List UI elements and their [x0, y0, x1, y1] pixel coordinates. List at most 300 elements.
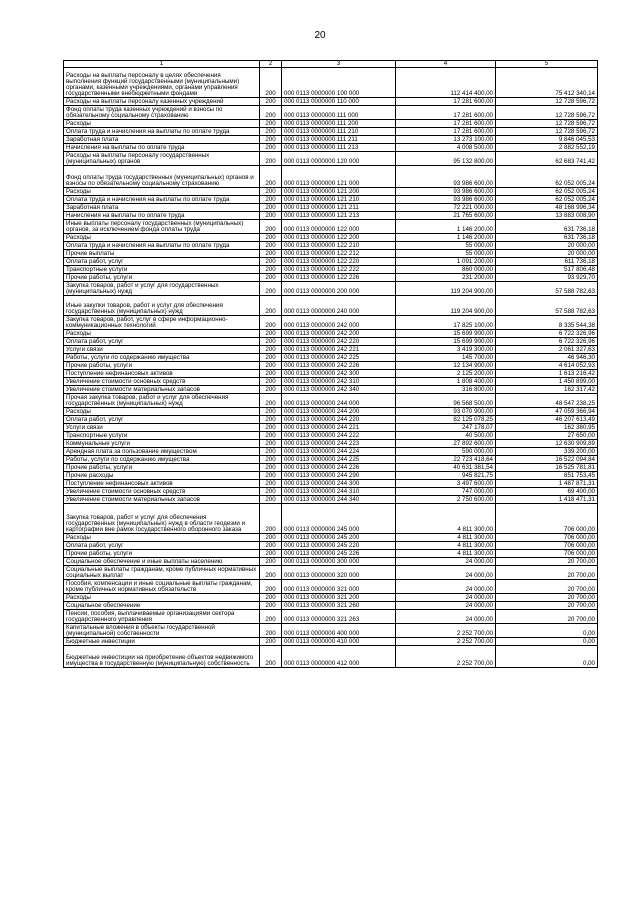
row-line-code-cell: 200 — [260, 440, 282, 448]
row-name-cell: Бюджетные инвестиции — [64, 638, 260, 646]
row-budget-code-cell: 000 0113 0000000 122 212 — [282, 250, 396, 258]
row-line-code-cell: 200 — [260, 504, 282, 534]
row-budget-code-cell: 000 0113 0000000 242 200 — [282, 330, 396, 338]
row-plan-amount-cell: 2 252 700,00 — [396, 624, 496, 638]
row-name-cell: Прочие расходы — [64, 472, 260, 480]
row-plan-amount-cell: 55 000,00 — [396, 242, 496, 250]
row-fact-amount-cell: 12 728 596,72 — [496, 106, 598, 120]
row-line-code-cell: 200 — [260, 394, 282, 408]
row-line-code-cell: 200 — [260, 416, 282, 424]
table-row — [64, 594, 598, 602]
row-line-code-cell: 200 — [260, 464, 282, 472]
row-name-cell: Начисления на выплаты по оплате труда — [64, 144, 260, 152]
row-plan-amount-cell: 1 146 200,00 — [396, 220, 496, 234]
row-budget-code-cell: 000 0113 0000000 321 200 — [282, 594, 396, 602]
row-plan-amount-cell: 247 178,07 — [396, 424, 496, 432]
row-line-code-cell: 200 — [260, 378, 282, 386]
table-row — [64, 250, 598, 258]
row-line-code-cell: 200 — [260, 566, 282, 580]
row-plan-amount-cell: 4 811 300,00 — [396, 542, 496, 550]
row-budget-code-cell: 000 0113 0000000 121 200 — [282, 188, 396, 196]
row-fact-amount-cell: 706 000,00 — [496, 534, 598, 542]
row-line-code-cell: 200 — [260, 550, 282, 558]
row-line-code-cell: 200 — [260, 338, 282, 346]
row-budget-code-cell: 000 0113 0000000 244 000 — [282, 394, 396, 408]
row-line-code-cell: 200 — [260, 534, 282, 542]
row-plan-amount-cell: 93 986 600,00 — [396, 166, 496, 188]
table-row — [64, 424, 598, 432]
row-name-cell: Расходы на выплаты персоналу государственных (муниципальных) органов — [64, 152, 260, 166]
table-row — [64, 354, 598, 362]
table-row — [64, 338, 598, 346]
row-name-cell: Расходы — [64, 120, 260, 128]
row-name-cell: Оплата труда и начисления на выплаты по оплате труда — [64, 196, 260, 204]
row-plan-amount-cell: 55 000,00 — [396, 250, 496, 258]
row-plan-amount-cell: 3 419 300,00 — [396, 346, 496, 354]
row-line-code-cell: 200 — [260, 448, 282, 456]
row-budget-code-cell: 000 0113 0000000 122 200 — [282, 234, 396, 242]
row-fact-amount-cell: 20 000,00 — [496, 242, 598, 250]
row-plan-amount-cell: 4 811 300,00 — [396, 550, 496, 558]
table-row — [64, 370, 598, 378]
row-name-cell: Оплата работ, услуг — [64, 416, 260, 424]
row-fact-amount-cell: 62 683 741,42 — [496, 152, 598, 166]
row-fact-amount-cell: 851 753,45 — [496, 472, 598, 480]
row-budget-code-cell: 000 0113 0000000 122 220 — [282, 258, 396, 266]
row-line-code-cell: 200 — [260, 594, 282, 602]
row-budget-code-cell: 000 0113 0000000 122 226 — [282, 274, 396, 282]
row-name-cell: Иные закупки товаров, работ и услуг для обеспечения государственных (муниципальных) нужд — [64, 296, 260, 316]
row-budget-code-cell: 000 0113 0000000 121 211 — [282, 204, 396, 212]
row-line-code-cell: 200 — [260, 250, 282, 258]
table-row — [64, 330, 598, 338]
row-name-cell: Оплата работ, услуг — [64, 542, 260, 550]
row-fact-amount-cell: 48 547 238,25 — [496, 394, 598, 408]
table-row — [64, 120, 598, 128]
row-plan-amount-cell: 945 821,75 — [396, 472, 496, 480]
row-fact-amount-cell: 20 700,00 — [496, 594, 598, 602]
row-line-code-cell: 200 — [260, 472, 282, 480]
row-fact-amount-cell: 162 317,42 — [496, 386, 598, 394]
table-row — [64, 266, 598, 274]
row-line-code-cell: 200 — [260, 346, 282, 354]
row-fact-amount-cell: 20 700,00 — [496, 580, 598, 594]
row-fact-amount-cell: 4 614 052,93 — [496, 362, 598, 370]
table-row — [64, 504, 598, 534]
row-plan-amount-cell: 93 986 600,00 — [396, 188, 496, 196]
row-name-cell: Заработная плата — [64, 204, 260, 212]
row-line-code-cell: 200 — [260, 408, 282, 416]
row-line-code-cell: 200 — [260, 98, 282, 106]
row-budget-code-cell: 000 0113 0000000 244 300 — [282, 480, 396, 488]
row-budget-code-cell: 000 0113 0000000 242 300 — [282, 370, 396, 378]
row-budget-code-cell: 000 0113 0000000 300 000 — [282, 558, 396, 566]
table-row — [64, 610, 598, 624]
row-line-code-cell: 200 — [260, 296, 282, 316]
row-plan-amount-cell: 40 631 381,54 — [396, 464, 496, 472]
row-budget-code-cell: 000 0113 0000000 244 226 — [282, 464, 396, 472]
row-line-code-cell: 200 — [260, 542, 282, 550]
table-row — [64, 346, 598, 354]
table-row — [64, 166, 598, 188]
row-budget-code-cell: 000 0113 0000000 242 221 — [282, 346, 396, 354]
row-line-code-cell: 200 — [260, 196, 282, 204]
column-header: 4 — [396, 61, 496, 68]
row-fact-amount-cell: 706 000,00 — [496, 542, 598, 550]
row-fact-amount-cell: 631 736,18 — [496, 234, 598, 242]
table-row — [64, 602, 598, 610]
row-fact-amount-cell: 1 418 471,31 — [496, 496, 598, 504]
row-name-cell: Оплата труда и начисления на выплаты по оплате труда — [64, 242, 260, 250]
row-budget-code-cell: 000 0113 0000000 320 000 — [282, 566, 396, 580]
row-name-cell: Бюджетные инвестиции на приобретение объектов недвижимого имущества в государственную (муниципальную) собственность — [64, 646, 260, 668]
row-plan-amount-cell: 72 221 000,00 — [396, 204, 496, 212]
row-line-code-cell: 200 — [260, 496, 282, 504]
row-plan-amount-cell: 24 000,00 — [396, 566, 496, 580]
row-name-cell: Поступление нефинансовых активов — [64, 480, 260, 488]
row-plan-amount-cell: 24 000,00 — [396, 610, 496, 624]
row-name-cell: Капитальные вложения в объекты государственной (муниципальной) собственности — [64, 624, 260, 638]
row-name-cell: Прочие работы, услуги — [64, 274, 260, 282]
row-name-cell: Оплата работ, услуг — [64, 258, 260, 266]
row-line-code-cell: 200 — [260, 234, 282, 242]
row-budget-code-cell: 000 0113 0000000 244 222 — [282, 432, 396, 440]
table-row — [64, 144, 598, 152]
row-plan-amount-cell: 17 281 600,00 — [396, 98, 496, 106]
row-plan-amount-cell: 1 091 200,00 — [396, 258, 496, 266]
table-row — [64, 534, 598, 542]
row-fact-amount-cell: 47 059 366,94 — [496, 408, 598, 416]
column-header: 5 — [496, 61, 598, 68]
column-header: 3 — [282, 61, 396, 68]
row-name-cell: Социальное обеспечение и иные выплаты населению — [64, 558, 260, 566]
row-fact-amount-cell: 339 200,00 — [496, 448, 598, 456]
row-budget-code-cell: 000 0113 0000000 244 224 — [282, 448, 396, 456]
row-budget-code-cell: 000 0113 0000000 122 000 — [282, 220, 396, 234]
row-budget-code-cell: 000 0113 0000000 245 200 — [282, 534, 396, 542]
row-fact-amount-cell: 57 588 782,63 — [496, 296, 598, 316]
table-row — [64, 152, 598, 166]
row-fact-amount-cell: 27 650,00 — [496, 432, 598, 440]
row-budget-code-cell: 000 0113 0000000 244 220 — [282, 416, 396, 424]
row-budget-code-cell: 000 0113 0000000 111 000 — [282, 106, 396, 120]
row-plan-amount-cell: 12 134 900,00 — [396, 362, 496, 370]
row-budget-code-cell: 000 0113 0000000 410 000 — [282, 638, 396, 646]
row-plan-amount-cell: 4 811 300,00 — [396, 534, 496, 542]
table-row — [64, 316, 598, 330]
table-row — [64, 98, 598, 106]
row-line-code-cell: 200 — [260, 370, 282, 378]
row-fact-amount-cell: 6 722 326,96 — [496, 330, 598, 338]
table-row — [64, 68, 598, 98]
table-row — [64, 472, 598, 480]
row-budget-code-cell: 000 0113 0000000 321 260 — [282, 602, 396, 610]
row-budget-code-cell: 000 0113 0000000 242 310 — [282, 378, 396, 386]
row-budget-code-cell: 000 0113 0000000 245 000 — [282, 504, 396, 534]
table-header-row — [64, 61, 598, 68]
table-row — [64, 464, 598, 472]
row-name-cell: Пенсии, пособия, выплачиваемые организациями сектора государственного управления — [64, 610, 260, 624]
row-budget-code-cell: 000 0113 0000000 121 210 — [282, 196, 396, 204]
table-row — [64, 624, 598, 638]
row-line-code-cell: 200 — [260, 282, 282, 296]
row-fact-amount-cell: 6 722 326,96 — [496, 338, 598, 346]
row-plan-amount-cell: 24 000,00 — [396, 602, 496, 610]
row-fact-amount-cell: 1 613 216,42 — [496, 370, 598, 378]
row-plan-amount-cell: 4 008 500,00 — [396, 144, 496, 152]
row-name-cell: Прочие работы, услуги — [64, 362, 260, 370]
table-row — [64, 638, 598, 646]
row-fact-amount-cell: 20 000,00 — [496, 250, 598, 258]
row-line-code-cell: 200 — [260, 128, 282, 136]
table-row — [64, 296, 598, 316]
row-line-code-cell: 200 — [260, 266, 282, 274]
row-plan-amount-cell: 17 825 100,00 — [396, 316, 496, 330]
row-budget-code-cell: 000 0113 0000000 244 200 — [282, 408, 396, 416]
row-plan-amount-cell: 17 281 600,00 — [396, 106, 496, 120]
row-plan-amount-cell: 590 000,00 — [396, 448, 496, 456]
row-line-code-cell: 200 — [260, 220, 282, 234]
table-row — [64, 646, 598, 668]
row-name-cell: Арендная плата за пользование имуществом — [64, 448, 260, 456]
row-fact-amount-cell: 611 736,18 — [496, 258, 598, 266]
row-name-cell: Иные выплаты персоналу государственных (муниципальных) органов, за исключением фонда оплаты труда — [64, 220, 260, 234]
page-number: 20 — [314, 30, 326, 41]
row-budget-code-cell: 000 0113 0000000 244 225 — [282, 456, 396, 464]
row-budget-code-cell: 000 0113 0000000 412 000 — [282, 646, 396, 668]
table-row — [64, 234, 598, 242]
row-fact-amount-cell: 706 000,00 — [496, 550, 598, 558]
row-plan-amount-cell: 24 000,00 — [396, 594, 496, 602]
row-name-cell: Увеличение стоимости основных средств — [64, 488, 260, 496]
row-line-code-cell: 200 — [260, 152, 282, 166]
row-fact-amount-cell: 706 000,00 — [496, 504, 598, 534]
row-budget-code-cell: 000 0113 0000000 242 226 — [282, 362, 396, 370]
table-row — [64, 408, 598, 416]
row-fact-amount-cell: 631 736,18 — [496, 220, 598, 234]
row-line-code-cell: 200 — [260, 480, 282, 488]
row-plan-amount-cell: 145 700,00 — [396, 354, 496, 362]
row-budget-code-cell: 000 0113 0000000 244 290 — [282, 472, 396, 480]
table-row — [64, 550, 598, 558]
row-line-code-cell: 200 — [260, 120, 282, 128]
row-plan-amount-cell: 24 000,00 — [396, 580, 496, 594]
row-fact-amount-cell: 517 806,48 — [496, 266, 598, 274]
table-row — [64, 274, 598, 282]
row-name-cell: Расходы — [64, 408, 260, 416]
row-name-cell: Закупка товаров, работ и услуг для государственных (муниципальных) нужд — [64, 282, 260, 296]
table-row — [64, 386, 598, 394]
row-name-cell: Услуги связи — [64, 346, 260, 354]
table-row — [64, 204, 598, 212]
row-line-code-cell: 200 — [260, 258, 282, 266]
row-budget-code-cell: 000 0113 0000000 244 221 — [282, 424, 396, 432]
row-line-code-cell: 200 — [260, 424, 282, 432]
row-plan-amount-cell: 93 986 600,00 — [396, 196, 496, 204]
row-line-code-cell: 200 — [260, 188, 282, 196]
table-row — [64, 416, 598, 424]
row-line-code-cell: 200 — [260, 624, 282, 638]
row-plan-amount-cell: 119 204 900,00 — [396, 282, 496, 296]
table-row — [64, 188, 598, 196]
table-body — [64, 68, 598, 668]
row-name-cell: Закупка товаров, работ и услуг для обеспечения государственных (муниципальных) нужд в области геодезии и картографии вне рамок государственного оборонного заказа — [64, 504, 260, 534]
row-line-code-cell: 200 — [260, 68, 282, 98]
row-budget-code-cell: 000 0113 0000000 122 222 — [282, 266, 396, 274]
table-row — [64, 362, 598, 370]
row-fact-amount-cell: 1 487 871,31 — [496, 480, 598, 488]
row-name-cell: Начисления на выплаты по оплате труда — [64, 212, 260, 220]
row-plan-amount-cell: 27 892 600,00 — [396, 440, 496, 448]
row-fact-amount-cell: 2 882 552,19 — [496, 144, 598, 152]
row-name-cell: Расходы — [64, 534, 260, 542]
row-plan-amount-cell: 93 070 900,00 — [396, 408, 496, 416]
row-plan-amount-cell: 96 568 500,00 — [396, 394, 496, 408]
row-line-code-cell: 200 — [260, 212, 282, 220]
row-line-code-cell: 200 — [260, 558, 282, 566]
row-budget-code-cell: 000 0113 0000000 121 213 — [282, 212, 396, 220]
row-budget-code-cell: 000 0113 0000000 111 210 — [282, 128, 396, 136]
table-row — [64, 242, 598, 250]
table-row — [64, 488, 598, 496]
row-name-cell: Увеличение стоимости материальных запасов — [64, 496, 260, 504]
row-fact-amount-cell: 12 728 596,72 — [496, 98, 598, 106]
row-plan-amount-cell: 24 000,00 — [396, 558, 496, 566]
row-name-cell: Закупка товаров, работ, услуг в сфере информационно-коммуникационных технологий — [64, 316, 260, 330]
row-budget-code-cell: 000 0113 0000000 110 000 — [282, 98, 396, 106]
row-line-code-cell: 200 — [260, 136, 282, 144]
row-budget-code-cell: 000 0113 0000000 244 340 — [282, 496, 396, 504]
row-name-cell: Работы, услуги по содержанию имущества — [64, 354, 260, 362]
row-budget-code-cell: 000 0113 0000000 242 225 — [282, 354, 396, 362]
row-name-cell: Фонд оплаты труда государственных (муниципальных) органов и взносы по обязательному социальному страхованию — [64, 166, 260, 188]
row-fact-amount-cell: 62 052 005,24 — [496, 188, 598, 196]
row-name-cell: Пособия, компенсации и иные социальные выплаты гражданам, кроме публичных нормативных обязательств — [64, 580, 260, 594]
row-plan-amount-cell: 1 808 400,00 — [396, 378, 496, 386]
row-plan-amount-cell: 95 132 800,00 — [396, 152, 496, 166]
row-line-code-cell: 200 — [260, 386, 282, 394]
row-plan-amount-cell: 231 200,00 — [396, 274, 496, 282]
row-fact-amount-cell: 1 450 899,00 — [496, 378, 598, 386]
row-plan-amount-cell: 747 000,00 — [396, 488, 496, 496]
row-name-cell: Социальное обеспечение — [64, 602, 260, 610]
row-budget-code-cell: 000 0113 0000000 111 211 — [282, 136, 396, 144]
row-name-cell: Оплата труда и начисления на выплаты по оплате труда — [64, 128, 260, 136]
row-line-code-cell: 200 — [260, 242, 282, 250]
row-fact-amount-cell: 48 168 996,34 — [496, 204, 598, 212]
row-plan-amount-cell: 17 281 600,00 — [396, 120, 496, 128]
table-row — [64, 378, 598, 386]
row-line-code-cell: 200 — [260, 166, 282, 188]
row-plan-amount-cell: 22 723 418,64 — [396, 456, 496, 464]
row-name-cell: Коммунальные услуги — [64, 440, 260, 448]
row-name-cell: Расходы — [64, 330, 260, 338]
table-row — [64, 136, 598, 144]
row-plan-amount-cell: 316 800,00 — [396, 386, 496, 394]
row-plan-amount-cell: 82 125 078,25 — [396, 416, 496, 424]
row-budget-code-cell: 000 0113 0000000 244 223 — [282, 440, 396, 448]
table-row — [64, 282, 598, 296]
row-fact-amount-cell: 62 052 005,24 — [496, 166, 598, 188]
row-name-cell: Поступление нефинансовых активов — [64, 370, 260, 378]
row-plan-amount-cell: 4 811 300,00 — [396, 504, 496, 534]
row-line-code-cell: 200 — [260, 362, 282, 370]
row-fact-amount-cell: 20 700,00 — [496, 566, 598, 580]
row-plan-amount-cell: 2 125 200,00 — [396, 370, 496, 378]
row-name-cell: Услуги связи — [64, 424, 260, 432]
row-plan-amount-cell: 15 699 900,00 — [396, 338, 496, 346]
row-name-cell: Фонд оплаты труда казенных учреждений и взносы по обязательному социальному страхованию — [64, 106, 260, 120]
row-name-cell: Прочие работы, услуги — [64, 550, 260, 558]
table-row — [64, 480, 598, 488]
row-fact-amount-cell: 20 700,00 — [496, 610, 598, 624]
row-plan-amount-cell: 119 204 900,00 — [396, 296, 496, 316]
row-line-code-cell: 200 — [260, 638, 282, 646]
row-line-code-cell: 200 — [260, 316, 282, 330]
row-name-cell: Работы, услуги по содержанию имущества — [64, 456, 260, 464]
row-line-code-cell: 200 — [260, 330, 282, 338]
row-budget-code-cell: 000 0113 0000000 111 213 — [282, 144, 396, 152]
row-fact-amount-cell: 162 380,95 — [496, 424, 598, 432]
row-fact-amount-cell: 2 061 327,63 — [496, 346, 598, 354]
row-budget-code-cell: 000 0113 0000000 242 220 — [282, 338, 396, 346]
row-name-cell: Транспортные услуги — [64, 266, 260, 274]
row-fact-amount-cell: 0,00 — [496, 638, 598, 646]
column-header: 2 — [260, 61, 282, 68]
table-row — [64, 566, 598, 580]
row-fact-amount-cell: 62 052 005,24 — [496, 196, 598, 204]
table-row — [64, 542, 598, 550]
row-budget-code-cell: 000 0113 0000000 240 000 — [282, 296, 396, 316]
table-row — [64, 496, 598, 504]
row-name-cell: Прочая закупка товаров, работ и услуг для обеспечения государственных (муниципальных) нужд — [64, 394, 260, 408]
row-name-cell: Транспортные услуги — [64, 432, 260, 440]
row-fact-amount-cell: 16 525 781,81 — [496, 464, 598, 472]
row-fact-amount-cell: 93 929,70 — [496, 274, 598, 282]
column-header: 1 — [64, 61, 260, 68]
row-fact-amount-cell: 46 207 613,49 — [496, 416, 598, 424]
row-fact-amount-cell: 0,00 — [496, 646, 598, 668]
row-fact-amount-cell: 46 946,30 — [496, 354, 598, 362]
table-row — [64, 440, 598, 448]
row-plan-amount-cell: 17 281 600,00 — [396, 128, 496, 136]
row-budget-code-cell: 000 0113 0000000 400 000 — [282, 624, 396, 638]
table-row — [64, 212, 598, 220]
row-plan-amount-cell: 860 000,00 — [396, 266, 496, 274]
row-fact-amount-cell: 13 883 008,90 — [496, 212, 598, 220]
table-row — [64, 258, 598, 266]
row-budget-code-cell: 000 0113 0000000 122 210 — [282, 242, 396, 250]
row-fact-amount-cell: 57 588 782,63 — [496, 282, 598, 296]
row-name-cell: Расходы на выплаты персоналу в целях обеспечения выполнения функций государственными (муниципальными) органами, казенными учреждениями, органами управления государственными внебюджетными фондами — [64, 68, 260, 98]
row-budget-code-cell: 000 0113 0000000 245 226 — [282, 550, 396, 558]
row-budget-code-cell: 000 0113 0000000 100 000 — [282, 68, 396, 98]
row-line-code-cell: 200 — [260, 204, 282, 212]
row-fact-amount-cell: 20 700,00 — [496, 558, 598, 566]
row-line-code-cell: 200 — [260, 106, 282, 120]
table-row — [64, 580, 598, 594]
row-line-code-cell: 200 — [260, 602, 282, 610]
row-plan-amount-cell: 2 750 600,00 — [396, 496, 496, 504]
table-row — [64, 448, 598, 456]
row-fact-amount-cell: 8 335 544,38 — [496, 316, 598, 330]
row-line-code-cell: 200 — [260, 646, 282, 668]
row-fact-amount-cell: 12 630 909,89 — [496, 440, 598, 448]
row-name-cell: Прочие выплаты — [64, 250, 260, 258]
row-line-code-cell: 200 — [260, 144, 282, 152]
table-row — [64, 394, 598, 408]
row-budget-code-cell: 000 0113 0000000 200 000 — [282, 282, 396, 296]
